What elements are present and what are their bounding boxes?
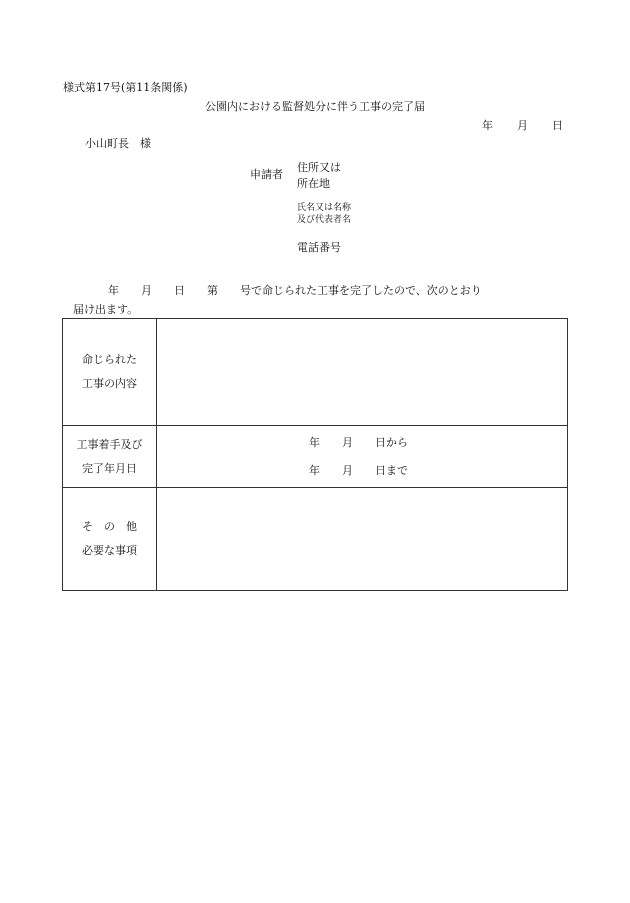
addressee: 小山町長 様: [85, 137, 151, 150]
form-number: 様式第17号(第11条関係): [63, 81, 188, 94]
table-row-other: [63, 488, 568, 591]
other-label-line1: そ の 他: [82, 520, 137, 533]
period-from: 年 月 日から: [309, 435, 408, 449]
document-title: 公園内における監督処分に伴う工事の完了届: [205, 100, 425, 113]
details-table: [62, 318, 568, 591]
work-content-field[interactable]: [157, 319, 568, 426]
table-row-work-content: [63, 319, 568, 426]
address-label-line1: 住所又は: [297, 161, 341, 174]
work-content-label-line1: 命じられた: [82, 353, 137, 366]
other-label-line2: 必要な事項: [82, 544, 137, 557]
work-content-label-line2: 工事の内容: [82, 377, 137, 390]
period-to: 年 月 日まで: [309, 463, 408, 477]
period-label-line2: 完了年月日: [82, 461, 137, 475]
name-label-line1: 氏名又は名称: [297, 203, 352, 213]
address-label-line2: 所在地: [297, 177, 330, 190]
work-content-label: [63, 319, 157, 426]
period-field[interactable]: [157, 426, 568, 488]
body-text-line1: 年 月 日 第 号で命じられた工事を完了したので、次のとおり: [108, 284, 482, 297]
phone-label: 電話番号: [297, 241, 341, 254]
header-date-year: 年: [482, 119, 493, 132]
header-date-month: 月: [517, 119, 528, 132]
other-field[interactable]: [157, 488, 568, 591]
applicant-label: 申請者: [250, 168, 283, 181]
header-date: [482, 120, 563, 131]
table-row-period: [63, 426, 568, 488]
header-date-day: 日: [552, 119, 563, 132]
period-label-line1: 工事着手及び: [76, 437, 143, 451]
other-label: [63, 488, 157, 591]
period-label: [63, 426, 157, 488]
body-text-line2: 届け出ます。: [73, 303, 139, 316]
name-label-line2: 及び代表者名: [297, 215, 352, 225]
